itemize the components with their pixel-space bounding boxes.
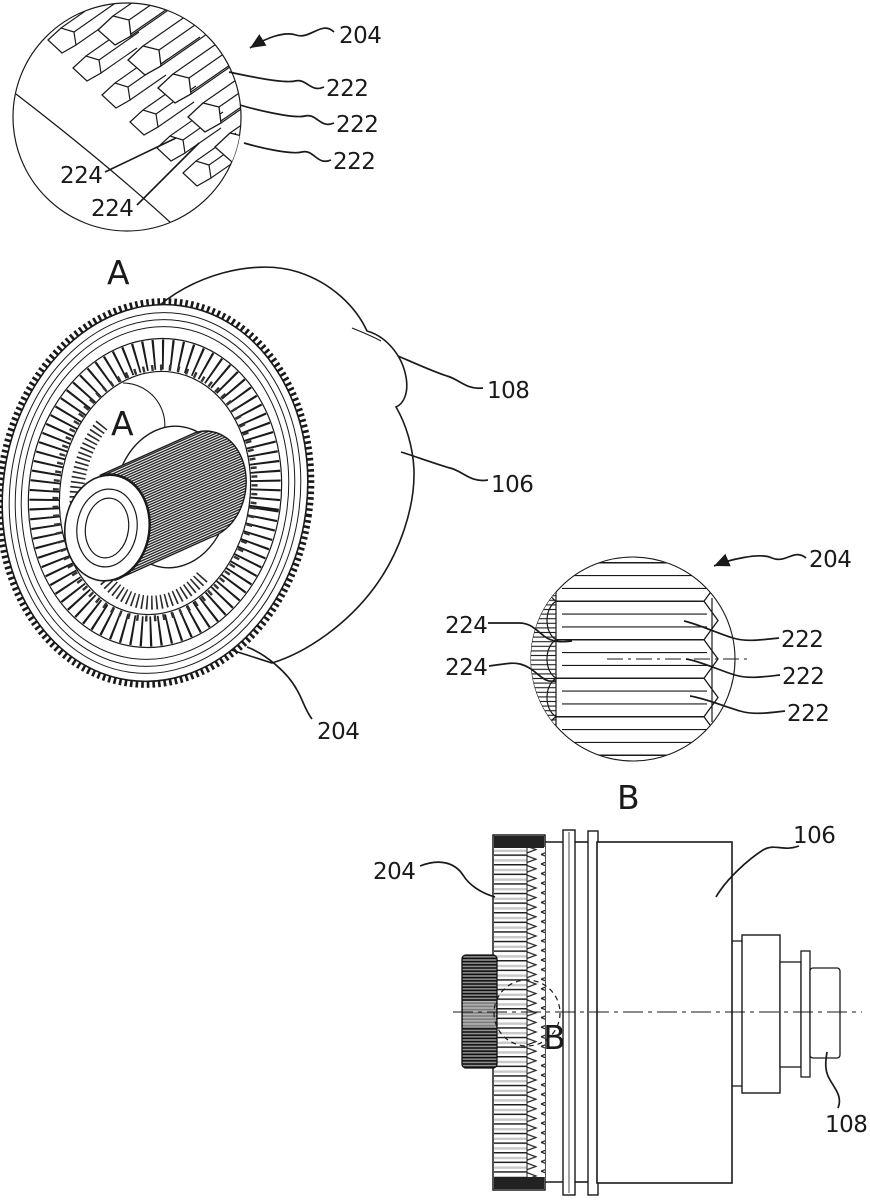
- ref-label-222: 222: [781, 627, 824, 653]
- ref-label-224: 224: [445, 613, 488, 639]
- ref-label-222: 222: [336, 112, 379, 138]
- ref-label-106: 106: [491, 472, 534, 498]
- gear-top-cap: [494, 836, 544, 848]
- ref-label-222: 222: [333, 149, 376, 175]
- detail-a-caption: A: [107, 253, 130, 292]
- ref-label-222: 222: [326, 76, 369, 102]
- shaft-step-small: [780, 962, 801, 1067]
- ref-label-224: 224: [445, 655, 488, 681]
- shaft-end-108: [810, 968, 840, 1058]
- ref-label-224: 224: [91, 196, 134, 222]
- gear-bottom-cap: [494, 1177, 544, 1189]
- shaft-collar: [801, 951, 810, 1077]
- detail-b-caption: B: [617, 778, 640, 817]
- ref-label-106: 106: [793, 823, 836, 849]
- ref-label-108: 108: [487, 378, 530, 404]
- ref-label-204: 204: [317, 719, 360, 745]
- ref-label-222: 222: [787, 701, 830, 727]
- ref-label-204: 204: [339, 23, 382, 49]
- region-label-a: A: [111, 404, 134, 443]
- region-label-b: B: [543, 1018, 566, 1057]
- ref-label-108: 108: [825, 1112, 868, 1138]
- ref-label-204: 204: [373, 859, 416, 885]
- hub-highlight-band: [463, 1001, 496, 1027]
- ref-label-224: 224: [60, 163, 103, 189]
- ref-label-204: 204: [809, 547, 852, 573]
- shaft-step-large: [742, 935, 780, 1093]
- ref-label-222: 222: [782, 664, 825, 690]
